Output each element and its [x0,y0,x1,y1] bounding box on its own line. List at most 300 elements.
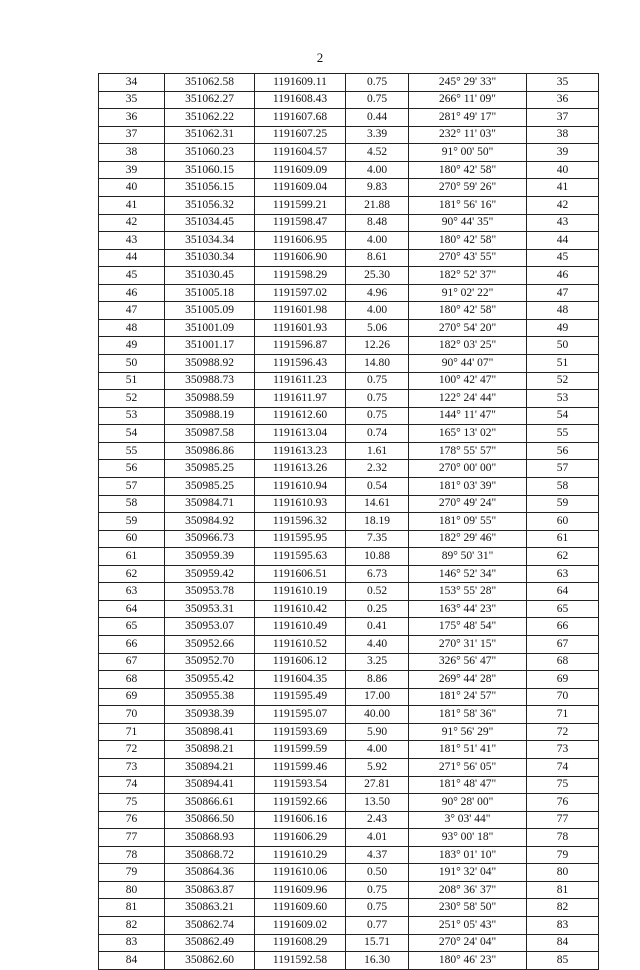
point-to-cell: 76 [527,794,599,812]
point-to-cell: 60 [527,513,599,531]
x-coordinate-cell: 350988.73 [165,372,255,390]
distance-cell: 27.81 [346,776,409,794]
y-coordinate-cell: 1191606.51 [255,565,346,583]
bearing-cell: 270° 31' 15" [409,636,527,654]
x-coordinate-cell: 350868.93 [165,829,255,847]
point-to-cell: 65 [527,600,599,618]
coordinates-table-body [99,74,599,970]
x-coordinate-cell: 350952.66 [165,636,255,654]
y-coordinate-cell: 1191611.97 [255,390,346,408]
point-to-cell: 41 [527,179,599,197]
point-from-cell: 36 [99,109,165,127]
y-coordinate-cell: 1191610.29 [255,846,346,864]
x-coordinate-cell: 350988.19 [165,407,255,425]
bearing-cell: 93° 00' 18" [409,829,527,847]
point-from-cell: 38 [99,144,165,162]
table-row [99,899,599,917]
distance-cell: 0.75 [346,74,409,92]
y-coordinate-cell: 1191610.42 [255,600,346,618]
y-coordinate-cell: 1191609.60 [255,899,346,917]
bearing-cell: 281° 49' 17" [409,109,527,127]
table-row [99,390,599,408]
bearing-cell: 181° 58' 36" [409,706,527,724]
table-row [99,161,599,179]
distance-cell: 5.90 [346,723,409,741]
x-coordinate-cell: 350987.58 [165,425,255,443]
distance-cell: 0.75 [346,91,409,109]
point-to-cell: 57 [527,460,599,478]
coordinates-table [98,73,599,970]
point-to-cell: 52 [527,372,599,390]
distance-cell: 9.83 [346,179,409,197]
point-to-cell: 51 [527,355,599,373]
page-number: 2 [316,50,324,65]
y-coordinate-cell: 1191606.12 [255,653,346,671]
x-coordinate-cell: 351062.22 [165,109,255,127]
point-from-cell: 70 [99,706,165,724]
x-coordinate-cell: 351062.31 [165,126,255,144]
table-row [99,934,599,952]
point-to-cell: 46 [527,267,599,285]
y-coordinate-cell: 1191609.04 [255,179,346,197]
point-to-cell: 37 [527,109,599,127]
bearing-cell: 89° 50' 31" [409,548,527,566]
x-coordinate-cell: 350863.87 [165,881,255,899]
table-row [99,91,599,109]
point-from-cell: 52 [99,390,165,408]
table-row [99,723,599,741]
y-coordinate-cell: 1191596.43 [255,355,346,373]
point-to-cell: 47 [527,284,599,302]
point-from-cell: 81 [99,899,165,917]
y-coordinate-cell: 1191606.16 [255,811,346,829]
distance-cell: 18.19 [346,513,409,531]
point-from-cell: 69 [99,688,165,706]
bearing-cell: 270° 54' 20" [409,319,527,337]
point-to-cell: 64 [527,583,599,601]
distance-cell: 0.75 [346,881,409,899]
y-coordinate-cell: 1191604.57 [255,144,346,162]
y-coordinate-cell: 1191593.69 [255,723,346,741]
distance-cell: 0.52 [346,583,409,601]
x-coordinate-cell: 350984.71 [165,495,255,513]
point-to-cell: 54 [527,407,599,425]
x-coordinate-cell: 350953.07 [165,618,255,636]
point-to-cell: 75 [527,776,599,794]
x-coordinate-cell: 351034.34 [165,232,255,250]
bearing-cell: 270° 00' 00" [409,460,527,478]
bearing-cell: 230° 58' 50" [409,899,527,917]
bearing-cell: 182° 29' 46" [409,530,527,548]
bearing-cell: 270° 24' 04" [409,934,527,952]
y-coordinate-cell: 1191596.87 [255,337,346,355]
distance-cell: 4.01 [346,829,409,847]
point-from-cell: 78 [99,846,165,864]
point-to-cell: 56 [527,442,599,460]
table-row [99,846,599,864]
x-coordinate-cell: 350952.70 [165,653,255,671]
distance-cell: 4.52 [346,144,409,162]
distance-cell: 0.75 [346,372,409,390]
x-coordinate-cell: 350953.78 [165,583,255,601]
bearing-cell: 191° 32' 04" [409,864,527,882]
table-row [99,442,599,460]
table-row [99,952,599,970]
point-from-cell: 71 [99,723,165,741]
point-to-cell: 62 [527,548,599,566]
x-coordinate-cell: 350862.60 [165,952,255,970]
point-to-cell: 59 [527,495,599,513]
point-from-cell: 60 [99,530,165,548]
point-to-cell: 82 [527,899,599,917]
point-from-cell: 74 [99,776,165,794]
point-to-cell: 44 [527,232,599,250]
bearing-cell: 146° 52' 34" [409,565,527,583]
bearing-cell: 181° 03' 39" [409,477,527,495]
bearing-cell: 100° 42' 47" [409,372,527,390]
point-from-cell: 54 [99,425,165,443]
point-from-cell: 47 [99,302,165,320]
y-coordinate-cell: 1191610.19 [255,583,346,601]
bearing-cell: 271° 56' 05" [409,758,527,776]
bearing-cell: 208° 36' 37" [409,881,527,899]
point-from-cell: 49 [99,337,165,355]
y-coordinate-cell: 1191613.04 [255,425,346,443]
bearing-cell: 183° 01' 10" [409,846,527,864]
x-coordinate-cell: 350868.72 [165,846,255,864]
point-to-cell: 61 [527,530,599,548]
x-coordinate-cell: 350988.92 [165,355,255,373]
y-coordinate-cell: 1191601.98 [255,302,346,320]
bearing-cell: 269° 44' 28" [409,671,527,689]
x-coordinate-cell: 351062.58 [165,74,255,92]
point-from-cell: 75 [99,794,165,812]
table-row [99,337,599,355]
point-to-cell: 67 [527,636,599,654]
bearing-cell: 90° 28' 00" [409,794,527,812]
point-from-cell: 51 [99,372,165,390]
distance-cell: 4.00 [346,741,409,759]
distance-cell: 25.30 [346,267,409,285]
table-row [99,758,599,776]
bearing-cell: 3° 03' 44" [409,811,527,829]
bearing-cell: 245° 29' 33" [409,74,527,92]
distance-cell: 6.73 [346,565,409,583]
distance-cell: 5.06 [346,319,409,337]
distance-cell: 15.71 [346,934,409,952]
point-from-cell: 39 [99,161,165,179]
distance-cell: 21.88 [346,196,409,214]
x-coordinate-cell: 351030.34 [165,249,255,267]
x-coordinate-cell: 350953.31 [165,600,255,618]
table-row [99,513,599,531]
bearing-cell: 163° 44' 23" [409,600,527,618]
x-coordinate-cell: 351030.45 [165,267,255,285]
table-row [99,829,599,847]
distance-cell: 7.35 [346,530,409,548]
bearing-cell: 90° 44' 35" [409,214,527,232]
x-coordinate-cell: 351034.45 [165,214,255,232]
table-row [99,355,599,373]
bearing-cell: 326° 56' 47" [409,653,527,671]
distance-cell: 4.00 [346,232,409,250]
x-coordinate-cell: 350862.49 [165,934,255,952]
y-coordinate-cell: 1191604.35 [255,671,346,689]
bearing-cell: 266° 11' 09" [409,91,527,109]
table-row [99,495,599,513]
point-to-cell: 83 [527,917,599,935]
x-coordinate-cell: 350984.92 [165,513,255,531]
point-from-cell: 62 [99,565,165,583]
distance-cell: 16.30 [346,952,409,970]
y-coordinate-cell: 1191595.63 [255,548,346,566]
x-coordinate-cell: 350894.21 [165,758,255,776]
y-coordinate-cell: 1191609.11 [255,74,346,92]
table-row [99,881,599,899]
bearing-cell: 181° 48' 47" [409,776,527,794]
point-from-cell: 66 [99,636,165,654]
y-coordinate-cell: 1191607.25 [255,126,346,144]
table-row [99,477,599,495]
distance-cell: 4.40 [346,636,409,654]
table-row [99,548,599,566]
point-to-cell: 79 [527,846,599,864]
bearing-cell: 181° 24' 57" [409,688,527,706]
y-coordinate-cell: 1191598.47 [255,214,346,232]
point-from-cell: 50 [99,355,165,373]
point-from-cell: 79 [99,864,165,882]
bearing-cell: 270° 49' 24" [409,495,527,513]
table-row [99,267,599,285]
bearing-cell: 91° 56' 29" [409,723,527,741]
point-from-cell: 48 [99,319,165,337]
point-from-cell: 77 [99,829,165,847]
point-from-cell: 42 [99,214,165,232]
point-from-cell: 84 [99,952,165,970]
y-coordinate-cell: 1191613.26 [255,460,346,478]
table-row [99,618,599,636]
bearing-cell: 182° 03' 25" [409,337,527,355]
bearing-cell: 178° 55' 57" [409,442,527,460]
distance-cell: 2.32 [346,460,409,478]
table-row [99,688,599,706]
point-from-cell: 57 [99,477,165,495]
distance-cell: 4.00 [346,161,409,179]
bearing-cell: 180° 42' 58" [409,302,527,320]
y-coordinate-cell: 1191606.90 [255,249,346,267]
bearing-cell: 91° 02' 22" [409,284,527,302]
point-from-cell: 73 [99,758,165,776]
point-to-cell: 74 [527,758,599,776]
table-row [99,741,599,759]
distance-cell: 0.74 [346,425,409,443]
y-coordinate-cell: 1191609.09 [255,161,346,179]
point-to-cell: 43 [527,214,599,232]
x-coordinate-cell: 351060.15 [165,161,255,179]
bearing-cell: 165° 13' 02" [409,425,527,443]
bearing-cell: 181° 56' 16" [409,196,527,214]
table-row [99,214,599,232]
point-to-cell: 35 [527,74,599,92]
distance-cell: 8.48 [346,214,409,232]
table-row [99,232,599,250]
y-coordinate-cell: 1191599.46 [255,758,346,776]
x-coordinate-cell: 351060.23 [165,144,255,162]
point-from-cell: 55 [99,442,165,460]
distance-cell: 40.00 [346,706,409,724]
x-coordinate-cell: 351001.09 [165,319,255,337]
point-to-cell: 48 [527,302,599,320]
point-to-cell: 81 [527,881,599,899]
table-row [99,179,599,197]
table-row [99,196,599,214]
table-row [99,249,599,267]
y-coordinate-cell: 1191613.23 [255,442,346,460]
x-coordinate-cell: 351062.27 [165,91,255,109]
point-to-cell: 78 [527,829,599,847]
x-coordinate-cell: 350864.36 [165,864,255,882]
bearing-cell: 181° 51' 41" [409,741,527,759]
y-coordinate-cell: 1191596.32 [255,513,346,531]
bearing-cell: 182° 52' 37" [409,267,527,285]
table-row [99,583,599,601]
table-row [99,144,599,162]
y-coordinate-cell: 1191599.59 [255,741,346,759]
distance-cell: 0.41 [346,618,409,636]
table-row [99,284,599,302]
distance-cell: 0.75 [346,899,409,917]
y-coordinate-cell: 1191610.06 [255,864,346,882]
table-row [99,407,599,425]
bearing-cell: 91° 00' 50" [409,144,527,162]
bearing-cell: 232° 11' 03" [409,126,527,144]
distance-cell: 1.61 [346,442,409,460]
distance-cell: 0.75 [346,407,409,425]
distance-cell: 10.88 [346,548,409,566]
y-coordinate-cell: 1191592.66 [255,794,346,812]
distance-cell: 2.43 [346,811,409,829]
table-row [99,917,599,935]
table-row [99,864,599,882]
distance-cell: 13.50 [346,794,409,812]
point-to-cell: 71 [527,706,599,724]
table-row [99,600,599,618]
point-to-cell: 45 [527,249,599,267]
y-coordinate-cell: 1191610.94 [255,477,346,495]
y-coordinate-cell: 1191606.95 [255,232,346,250]
point-to-cell: 39 [527,144,599,162]
distance-cell: 4.37 [346,846,409,864]
table-row [99,671,599,689]
point-from-cell: 63 [99,583,165,601]
distance-cell: 14.80 [346,355,409,373]
point-from-cell: 46 [99,284,165,302]
distance-cell: 5.92 [346,758,409,776]
distance-cell: 8.61 [346,249,409,267]
y-coordinate-cell: 1191595.95 [255,530,346,548]
x-coordinate-cell: 351056.32 [165,196,255,214]
x-coordinate-cell: 350955.42 [165,671,255,689]
bearing-cell: 181° 09' 55" [409,513,527,531]
point-to-cell: 38 [527,126,599,144]
y-coordinate-cell: 1191611.23 [255,372,346,390]
point-to-cell: 40 [527,161,599,179]
distance-cell: 0.77 [346,917,409,935]
table-row [99,530,599,548]
x-coordinate-cell: 350898.21 [165,741,255,759]
x-coordinate-cell: 351056.15 [165,179,255,197]
table-row [99,425,599,443]
y-coordinate-cell: 1191610.93 [255,495,346,513]
y-coordinate-cell: 1191609.02 [255,917,346,935]
point-from-cell: 64 [99,600,165,618]
bearing-cell: 122° 24' 44" [409,390,527,408]
y-coordinate-cell: 1191610.52 [255,636,346,654]
table-row [99,319,599,337]
point-from-cell: 65 [99,618,165,636]
table-row [99,74,599,92]
table-row [99,126,599,144]
y-coordinate-cell: 1191608.43 [255,91,346,109]
bearing-cell: 251° 05' 43" [409,917,527,935]
distance-cell: 0.25 [346,600,409,618]
x-coordinate-cell: 350938.39 [165,706,255,724]
point-to-cell: 66 [527,618,599,636]
point-to-cell: 77 [527,811,599,829]
table-row [99,776,599,794]
point-from-cell: 80 [99,881,165,899]
y-coordinate-cell: 1191599.21 [255,196,346,214]
table-row [99,302,599,320]
point-from-cell: 41 [99,196,165,214]
point-to-cell: 72 [527,723,599,741]
x-coordinate-cell: 350966.73 [165,530,255,548]
x-coordinate-cell: 351005.18 [165,284,255,302]
point-to-cell: 68 [527,653,599,671]
y-coordinate-cell: 1191612.60 [255,407,346,425]
point-from-cell: 53 [99,407,165,425]
y-coordinate-cell: 1191608.29 [255,934,346,952]
point-to-cell: 55 [527,425,599,443]
point-from-cell: 40 [99,179,165,197]
bearing-cell: 180° 42' 58" [409,232,527,250]
bearing-cell: 180° 46' 23" [409,952,527,970]
y-coordinate-cell: 1191597.02 [255,284,346,302]
y-coordinate-cell: 1191601.93 [255,319,346,337]
x-coordinate-cell: 350862.74 [165,917,255,935]
x-coordinate-cell: 350866.61 [165,794,255,812]
distance-cell: 4.00 [346,302,409,320]
y-coordinate-cell: 1191595.49 [255,688,346,706]
point-from-cell: 61 [99,548,165,566]
x-coordinate-cell: 351001.17 [165,337,255,355]
distance-cell: 8.86 [346,671,409,689]
y-coordinate-cell: 1191592.58 [255,952,346,970]
distance-cell: 17.00 [346,688,409,706]
point-from-cell: 43 [99,232,165,250]
point-to-cell: 73 [527,741,599,759]
point-to-cell: 85 [527,952,599,970]
point-to-cell: 36 [527,91,599,109]
point-to-cell: 49 [527,319,599,337]
table-row [99,372,599,390]
point-from-cell: 34 [99,74,165,92]
bearing-cell: 175° 48' 54" [409,618,527,636]
point-from-cell: 72 [99,741,165,759]
point-to-cell: 53 [527,390,599,408]
distance-cell: 3.25 [346,653,409,671]
x-coordinate-cell: 350959.39 [165,548,255,566]
